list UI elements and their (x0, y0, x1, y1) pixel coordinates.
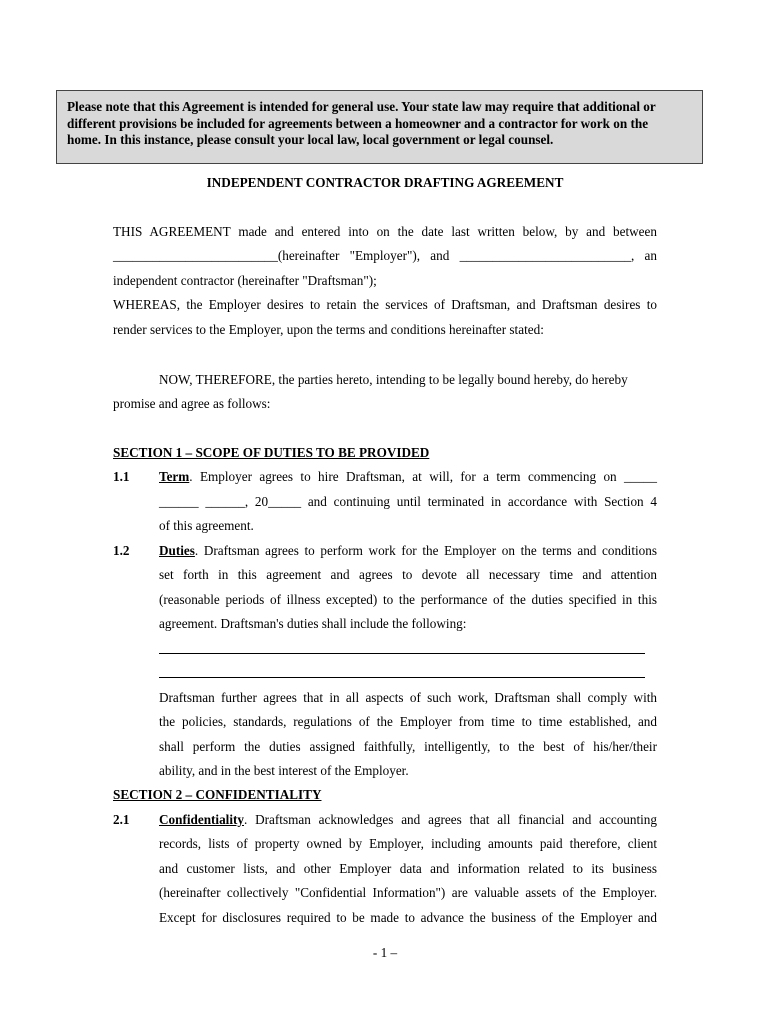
intro-line: independent contractor (hereinafter "Draftsman"); (113, 273, 377, 288)
clause-line: shall perform the duties assigned faithfully, intelligently, to the best of his/her/their (159, 739, 657, 754)
document-title: INDEPENDENT CONTRACTOR DRAFTING AGREEMENT (206, 175, 564, 190)
intro-line: THIS AGREEMENT made and entered into on the date last written below, by and between (113, 224, 657, 239)
clause-line: ability, and in the best interest of the Employer. (159, 763, 409, 778)
clause-line: (hereinafter collectively "Confidential Information") are valuable assets of the Employer. (159, 885, 657, 900)
clause-line: and customer lists, and other Employer data and information related to its business (159, 861, 657, 876)
section-heading: SECTION 1 – SCOPE OF DUTIES TO BE PROVIDED (113, 445, 430, 460)
clause-line: of this agreement. (159, 518, 254, 533)
blank-fill-line[interactable] (159, 677, 645, 678)
now-therefore-line: promise and agree as follows: (113, 396, 271, 411)
section-heading: SECTION 2 – CONFIDENTIALITY (113, 787, 322, 802)
page-number: - 1 – (372, 945, 398, 960)
clause-line: Except for disclosures required to be made to advance the business of the Employer and (159, 910, 657, 925)
notice-line: home. In this instance, please consult your local law, local government or legal counsel. (67, 132, 554, 147)
clause-term: Confidentiality (159, 812, 244, 827)
clause-line: agreement. Draftsman's duties shall include the following: (159, 616, 467, 631)
intro-line: _________________________(hereinafter "Employer"), and __________________________, an (113, 248, 657, 263)
now-therefore-line: NOW, THEREFORE, the parties hereto, intending to be legally bound hereby, do hereby (159, 372, 628, 387)
notice-box (56, 90, 703, 164)
clause-line: Duties. Draftsman agrees to perform work for the Employer on the terms and conditions (159, 543, 657, 558)
clause-line: Term. Employer agrees to hire Draftsman, at will, for a term commencing on _____ (159, 469, 657, 484)
clause-number: 1.1 (113, 469, 130, 484)
clause-line: Draftsman further agrees that in all aspects of such work, Draftsman shall comply with (159, 690, 657, 705)
clause-line: Confidentiality. Draftsman acknowledges and agrees that all financial and accounting (159, 812, 657, 827)
clause-line: records, lists of property owned by Employer, including amounts paid therefore, client (159, 836, 657, 851)
clause-line: set forth in this agreement and agrees to devote all necessary time and attention (159, 567, 657, 582)
notice-line: Please note that this Agreement is intended for general use. Your state law may require that additional or (67, 99, 656, 114)
blank-fill-line[interactable] (159, 653, 645, 654)
notice-line: different provisions be included for agreements between a homeowner and a contractor for work on the (67, 115, 649, 131)
intro-line: render services to the Employer, upon the terms and conditions hereinafter stated: (113, 322, 544, 337)
clause-number: 1.2 (113, 543, 130, 558)
clause-line: (reasonable periods of illness excepted) to the performance of the duties specified in this (159, 592, 657, 607)
intro-line: WHEREAS, the Employer desires to retain the services of Draftsman, and Draftsman desires to (113, 297, 657, 312)
clause-term: Term (159, 469, 190, 484)
clause-line: the policies, standards, regulations of the Employer from time to time established, and (159, 714, 657, 729)
clause-line: ______ ______, 20_____ and continuing until terminated in accordance with Section 4 (159, 494, 657, 509)
clause-number: 2.1 (113, 812, 130, 827)
clause-term: Duties (159, 543, 195, 558)
